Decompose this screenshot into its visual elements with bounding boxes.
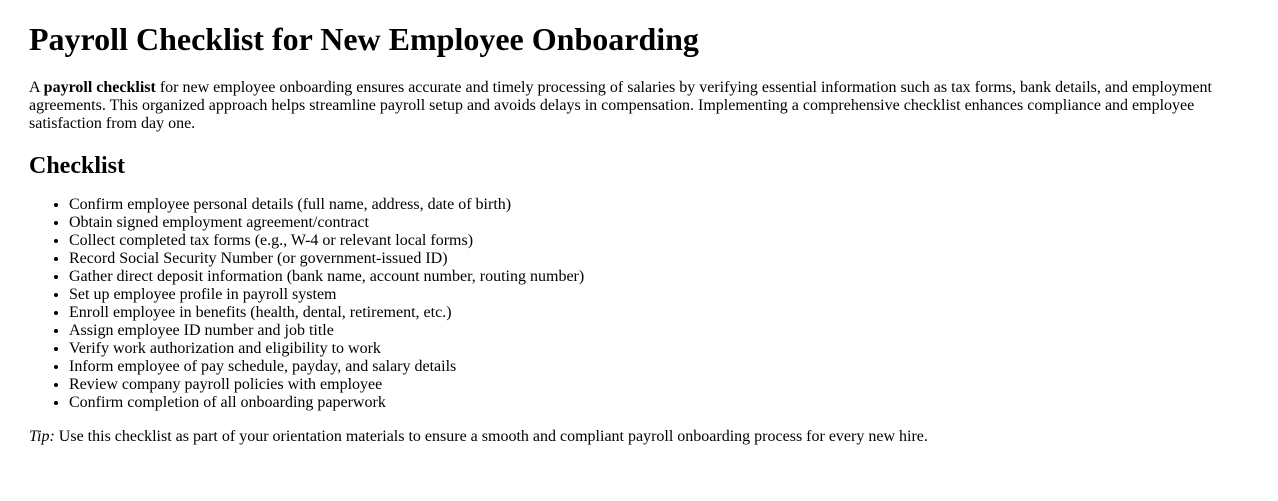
checklist-item: • Confirm employee personal details (full name, address, date of birth) (69, 196, 1249, 214)
section-heading-checklist: Checklist (29, 153, 125, 179)
checklist-item: • Obtain signed employment agreement/contract (69, 214, 1249, 232)
tip-paragraph (29, 428, 1249, 446)
checklist-item: • Assign employee ID number and job title (69, 322, 1249, 340)
intro-prefix: A (29, 79, 44, 96)
tip-text: Use this checklist as part of your orientation materials to ensure a smooth and compliant payroll onboarding process for every new hire. (54, 428, 928, 445)
checklist (29, 196, 1249, 412)
checklist-item: • Verify work authorization and eligibility to work (69, 340, 1249, 358)
document-page (29, 21, 1249, 446)
page-title: Payroll Checklist for New Employee Onboarding (29, 21, 699, 57)
intro-bold-term: payroll checklist (43, 79, 156, 96)
checklist-item: • Confirm completion of all onboarding paperwork (69, 394, 1249, 412)
intro-paragraph (29, 79, 1249, 133)
checklist-item: • Collect completed tax forms (e.g., W-4 or relevant local forms) (69, 232, 1249, 250)
checklist-item: • Enroll employee in benefits (health, dental, retirement, etc.) (69, 304, 1249, 322)
intro-text: for new employee onboarding ensures accurate and timely processing of salaries by verifying essential information such as tax forms, bank details, and employment agreements. This organized approach helps streamline payroll setup and avoids delays in compensation. Implementing a comprehensive checklist enhances compliance and employee satisfaction from day one. (29, 79, 1212, 132)
tip-label: Tip: (29, 428, 55, 445)
checklist-item: • Set up employee profile in payroll system (69, 286, 1249, 304)
checklist-item: • Inform employee of pay schedule, payday, and salary details (69, 358, 1249, 376)
checklist-item: • Gather direct deposit information (bank name, account number, routing number) (69, 268, 1249, 286)
checklist-item: • Record Social Security Number (or government-issued ID) (69, 250, 1249, 268)
checklist-item: • Review company payroll policies with employee (69, 376, 1249, 394)
